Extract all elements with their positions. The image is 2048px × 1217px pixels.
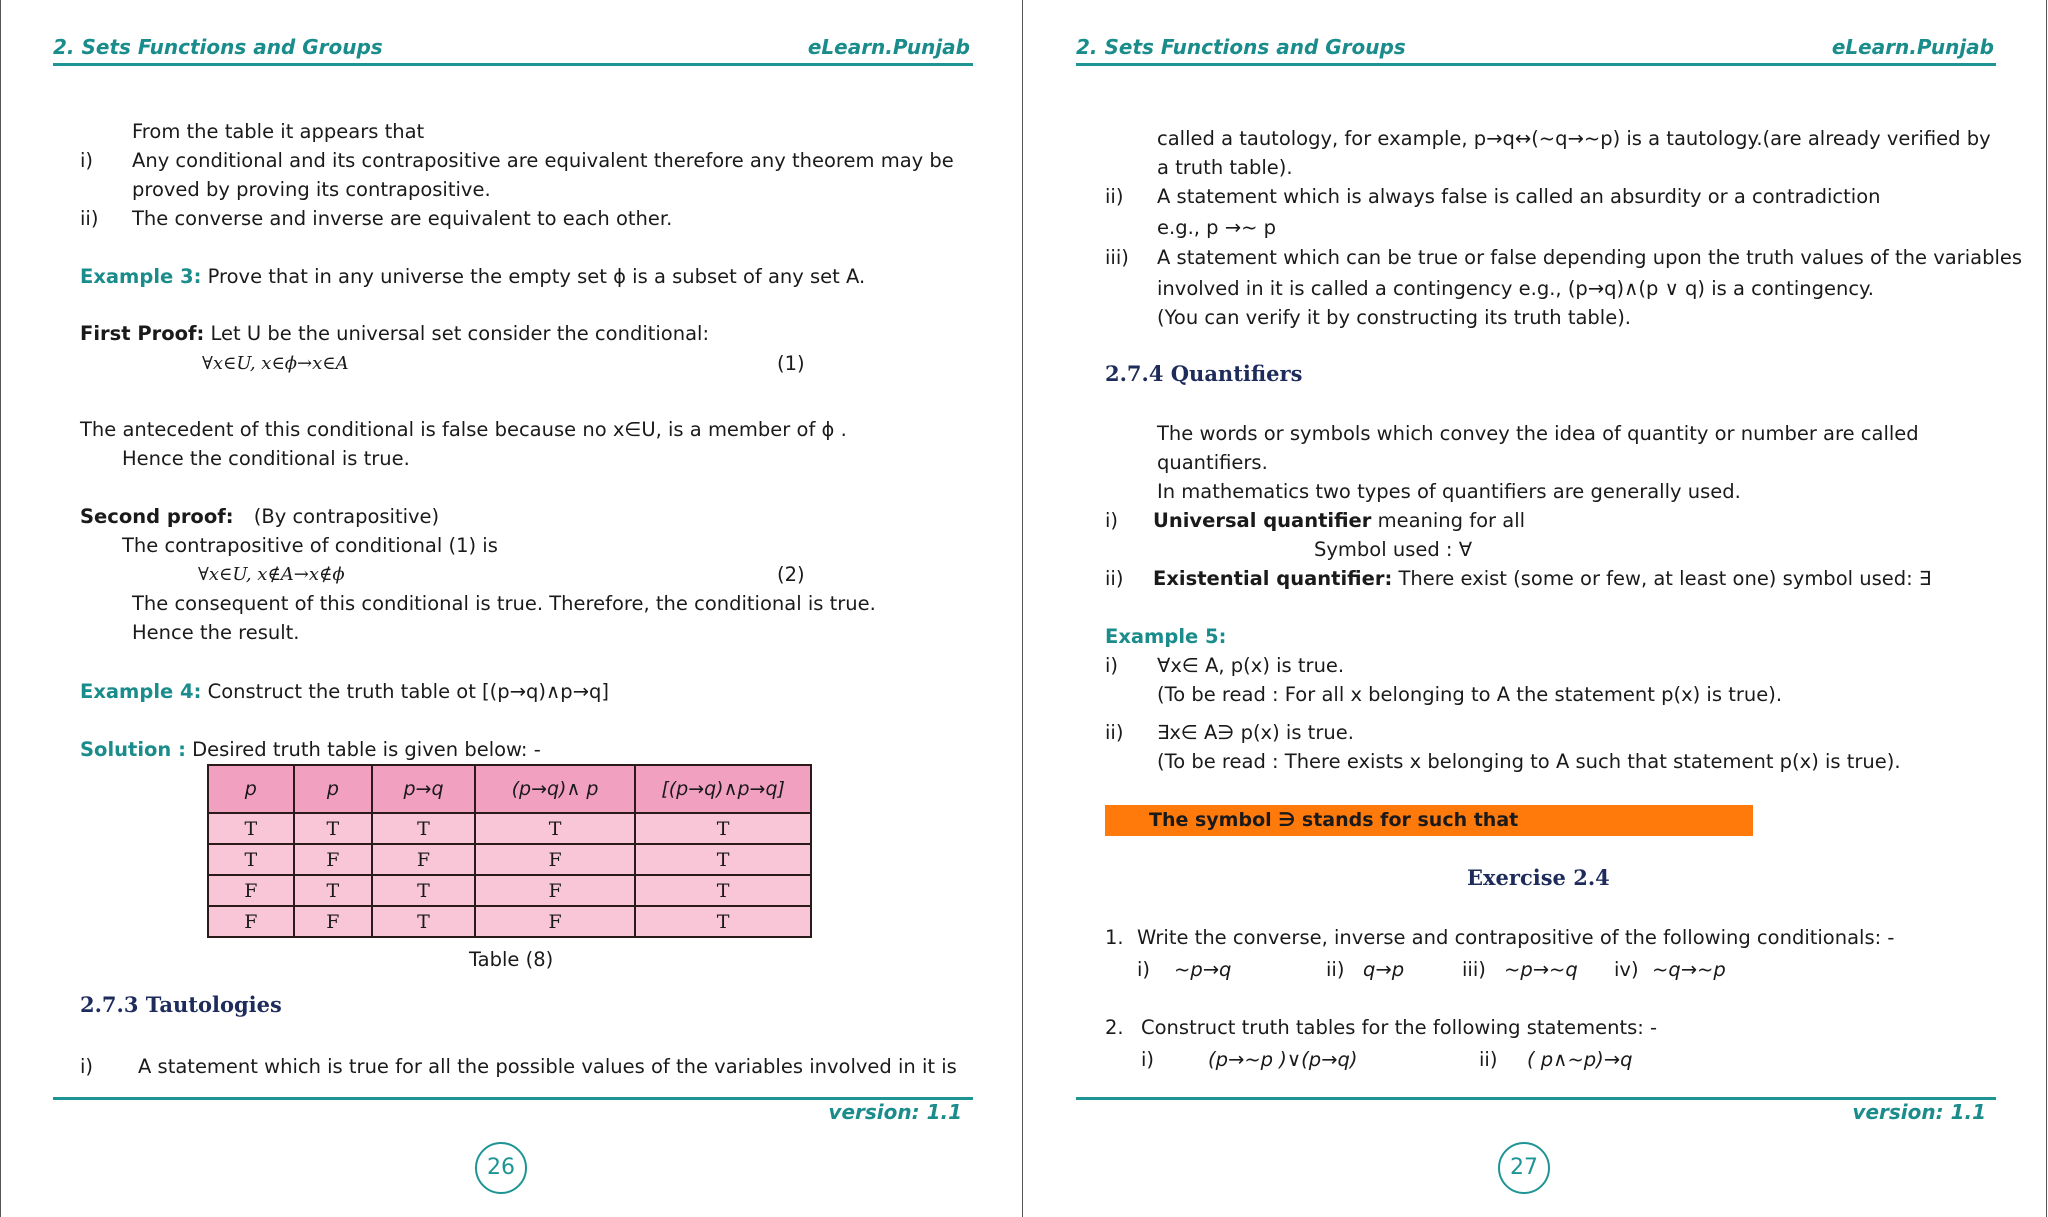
table-cell: F (294, 906, 373, 937)
contingency-note: (You can verify it by constructing its truth table). (1157, 306, 1632, 329)
page-number: 26 (475, 1142, 527, 1194)
example-item-text: ∃x∈ A∋ p(x) is true. (1157, 721, 1354, 744)
example-item-text: ∀x∈ A, p(x) is true. (1157, 654, 1345, 677)
equation-number: (1) (777, 352, 805, 375)
part-num: ii) (1479, 1048, 1498, 1071)
header-chapter: 2. Sets Functions and Groups (1076, 35, 1406, 59)
term-text: There exist (some or few, at least one) symbol used: ∃ (1398, 567, 1932, 590)
table-cell: F (475, 906, 635, 937)
table-cell: F (208, 875, 294, 906)
term-text: meaning for all (1377, 509, 1526, 532)
tautology-text-cont: called a tautology, for example, p→q↔(~q→~p) is a tautology.(are already verified by (1157, 127, 1991, 150)
section-title: 2.7.4 Quantifiers (1105, 361, 1303, 386)
truth-table (207, 764, 812, 938)
part-num: iii) (1462, 958, 1486, 981)
part-num: i) (1137, 958, 1151, 981)
absurdity-text: A statement which is always false is called an absurdity or a contradiction (1157, 185, 1881, 208)
absurdity-example: e.g., p →~ p (1157, 216, 1276, 239)
table-header: p (294, 765, 373, 813)
term-label: Existential quantifier: (1153, 567, 1393, 590)
example-label: Example 4: (80, 680, 202, 703)
table-row (208, 875, 811, 906)
such-that-banner: The symbol ∋ stands for such that (1105, 805, 1753, 836)
table-cell: T (208, 844, 294, 875)
part-expr: ~p→q (1174, 958, 1232, 981)
table-header: p→q (372, 765, 475, 813)
table-cell: T (294, 875, 373, 906)
point-num: ii) (1105, 185, 1124, 208)
table-header: [(p→q)∧p→q] (635, 765, 811, 813)
solution (80, 737, 541, 763)
table-cell: T (372, 875, 475, 906)
point-text-cont: proved by proving its contrapositive. (132, 178, 491, 201)
header-brand: eLearn.Punjab (807, 35, 970, 59)
part-expr: (p→~p )∨(p→q) (1208, 1048, 1358, 1071)
table-header: (p→q)∧ p (475, 765, 635, 813)
page-26 (0, 0, 1023, 1217)
page-27 (1024, 0, 2047, 1217)
example-4 (80, 679, 609, 705)
table-cell: F (475, 844, 635, 875)
table-cell: F (294, 844, 373, 875)
point-text: Any conditional and its contrapositive are equivalent therefore any theorem may be (132, 149, 954, 172)
exercise-title: Exercise 2.4 (1467, 865, 1610, 890)
intro-text: From the table it appears that (132, 120, 425, 143)
version-label: version: 1.1 (828, 1100, 962, 1124)
header-rule (53, 63, 973, 66)
part-expr: q→p (1363, 958, 1405, 981)
table-cell: F (475, 875, 635, 906)
tautology-text-cont: a truth table). (1157, 156, 1293, 179)
proof-label: Second proof: (80, 505, 234, 528)
page-number: 27 (1498, 1142, 1550, 1194)
quantifier-types: In mathematics two types of quantifiers are generally used. (1157, 480, 1741, 503)
section-title: 2.7.3 Tautologies (80, 992, 282, 1017)
table-row (208, 813, 811, 844)
proof-text: (By contrapositive) (253, 505, 440, 528)
part-expr: ~p→~q (1504, 958, 1578, 981)
example-label: Example 3: (80, 265, 202, 288)
proof-label: First Proof: (80, 322, 205, 345)
header-rule (1076, 63, 1996, 66)
table-caption: Table (8) (469, 948, 554, 971)
part-num: ii) (1326, 958, 1345, 981)
point-num: i) (80, 149, 94, 172)
equation-number: (2) (777, 563, 805, 586)
consequent-text: The consequent of this conditional is true. Therefore, the conditional is true. (132, 592, 876, 615)
table-cell: T (294, 813, 373, 844)
formula-1: ∀x∈U, x∈ϕ→x∈A (202, 353, 349, 374)
contingency-text: A statement which can be true or false depending upon the truth values of the variables (1157, 246, 2023, 269)
table-cell: T (372, 813, 475, 844)
point-text: The converse and inverse are equivalent to each other. (132, 207, 673, 230)
question-num: 1. (1105, 926, 1124, 949)
contingency-example: involved in it is called a contingency e.g., (p→q)∧(p ∨ q) is a contingency. (1157, 277, 1875, 300)
example-item-note: (To be read : There exists x belonging to A such that statement p(x) is true). (1157, 750, 1901, 773)
point-num: i) (1105, 509, 1119, 532)
antecedent-text-cont: Hence the conditional is true. (122, 447, 410, 470)
part-expr: ( p∧~p)→q (1527, 1048, 1633, 1071)
proof-text: Let U be the universal set consider the conditional: (210, 322, 710, 345)
existential-quantifier (1153, 566, 1931, 592)
question-text: Construct truth tables for the following statements: - (1141, 1016, 1658, 1039)
tautology-text: A statement which is true for all the possible values of the variables involved in it is (138, 1055, 957, 1078)
part-num: i) (1141, 1048, 1155, 1071)
antecedent-text: The antecedent of this conditional is false because no x∈U, is a member of ɸ . (80, 418, 847, 441)
universal-quantifier (1153, 508, 1525, 534)
solution-label: Solution : (80, 738, 186, 761)
table-cell: F (372, 844, 475, 875)
solution-text: Desired truth table is given below: - (192, 738, 541, 761)
table-cell: T (475, 813, 635, 844)
table-cell: T (372, 906, 475, 937)
example-item-num: i) (1105, 654, 1119, 677)
point-num: iii) (1105, 246, 1129, 269)
question-num: 2. (1105, 1016, 1124, 1039)
table-cell: T (635, 906, 811, 937)
table-header-row (208, 765, 811, 813)
header-brand: eLearn.Punjab (1831, 35, 1994, 59)
example-3 (80, 264, 865, 290)
part-expr: ~q→~p (1652, 958, 1726, 981)
example-item-note: (To be read : For all x belonging to A the statement p(x) is true). (1157, 683, 1783, 706)
table-cell: T (635, 813, 811, 844)
universal-symbol: Symbol used : ∀ (1314, 538, 1473, 561)
example-text: Prove that in any universe the empty set ɸ is a subset of any set A. (207, 265, 866, 288)
table-cell: F (208, 906, 294, 937)
formula-2: ∀x∈U, x∉A→x∉ϕ (198, 564, 345, 585)
table-row (208, 906, 811, 937)
example-label: Example 5: (1105, 625, 1227, 648)
question-text: Write the converse, inverse and contrapositive of the following conditionals: - (1137, 926, 1895, 949)
table-row (208, 844, 811, 875)
table-header: p (208, 765, 294, 813)
table-cell: T (208, 813, 294, 844)
table-cell: T (635, 844, 811, 875)
contrapositive-text: The contrapositive of conditional (1) is (122, 534, 498, 557)
term-label: Universal quantifier (1153, 509, 1372, 532)
part-num: iv) (1614, 958, 1639, 981)
version-label: version: 1.1 (1852, 1100, 1986, 1124)
example-item-num: ii) (1105, 721, 1124, 744)
point-num: ii) (1105, 567, 1124, 590)
first-proof (80, 321, 709, 347)
second-proof (80, 504, 439, 530)
result-text: Hence the result. (132, 621, 300, 644)
point-num: ii) (80, 207, 99, 230)
table-cell: T (635, 875, 811, 906)
quantifier-text: The words or symbols which convey the idea of quantity or number are called (1157, 422, 1919, 445)
tautology-num: i) (80, 1055, 94, 1078)
header-chapter: 2. Sets Functions and Groups (53, 35, 383, 59)
quantifier-text-cont: quantifiers. (1157, 451, 1268, 474)
example-text: Construct the truth table ot [(p→q)∧p→q] (207, 680, 609, 703)
